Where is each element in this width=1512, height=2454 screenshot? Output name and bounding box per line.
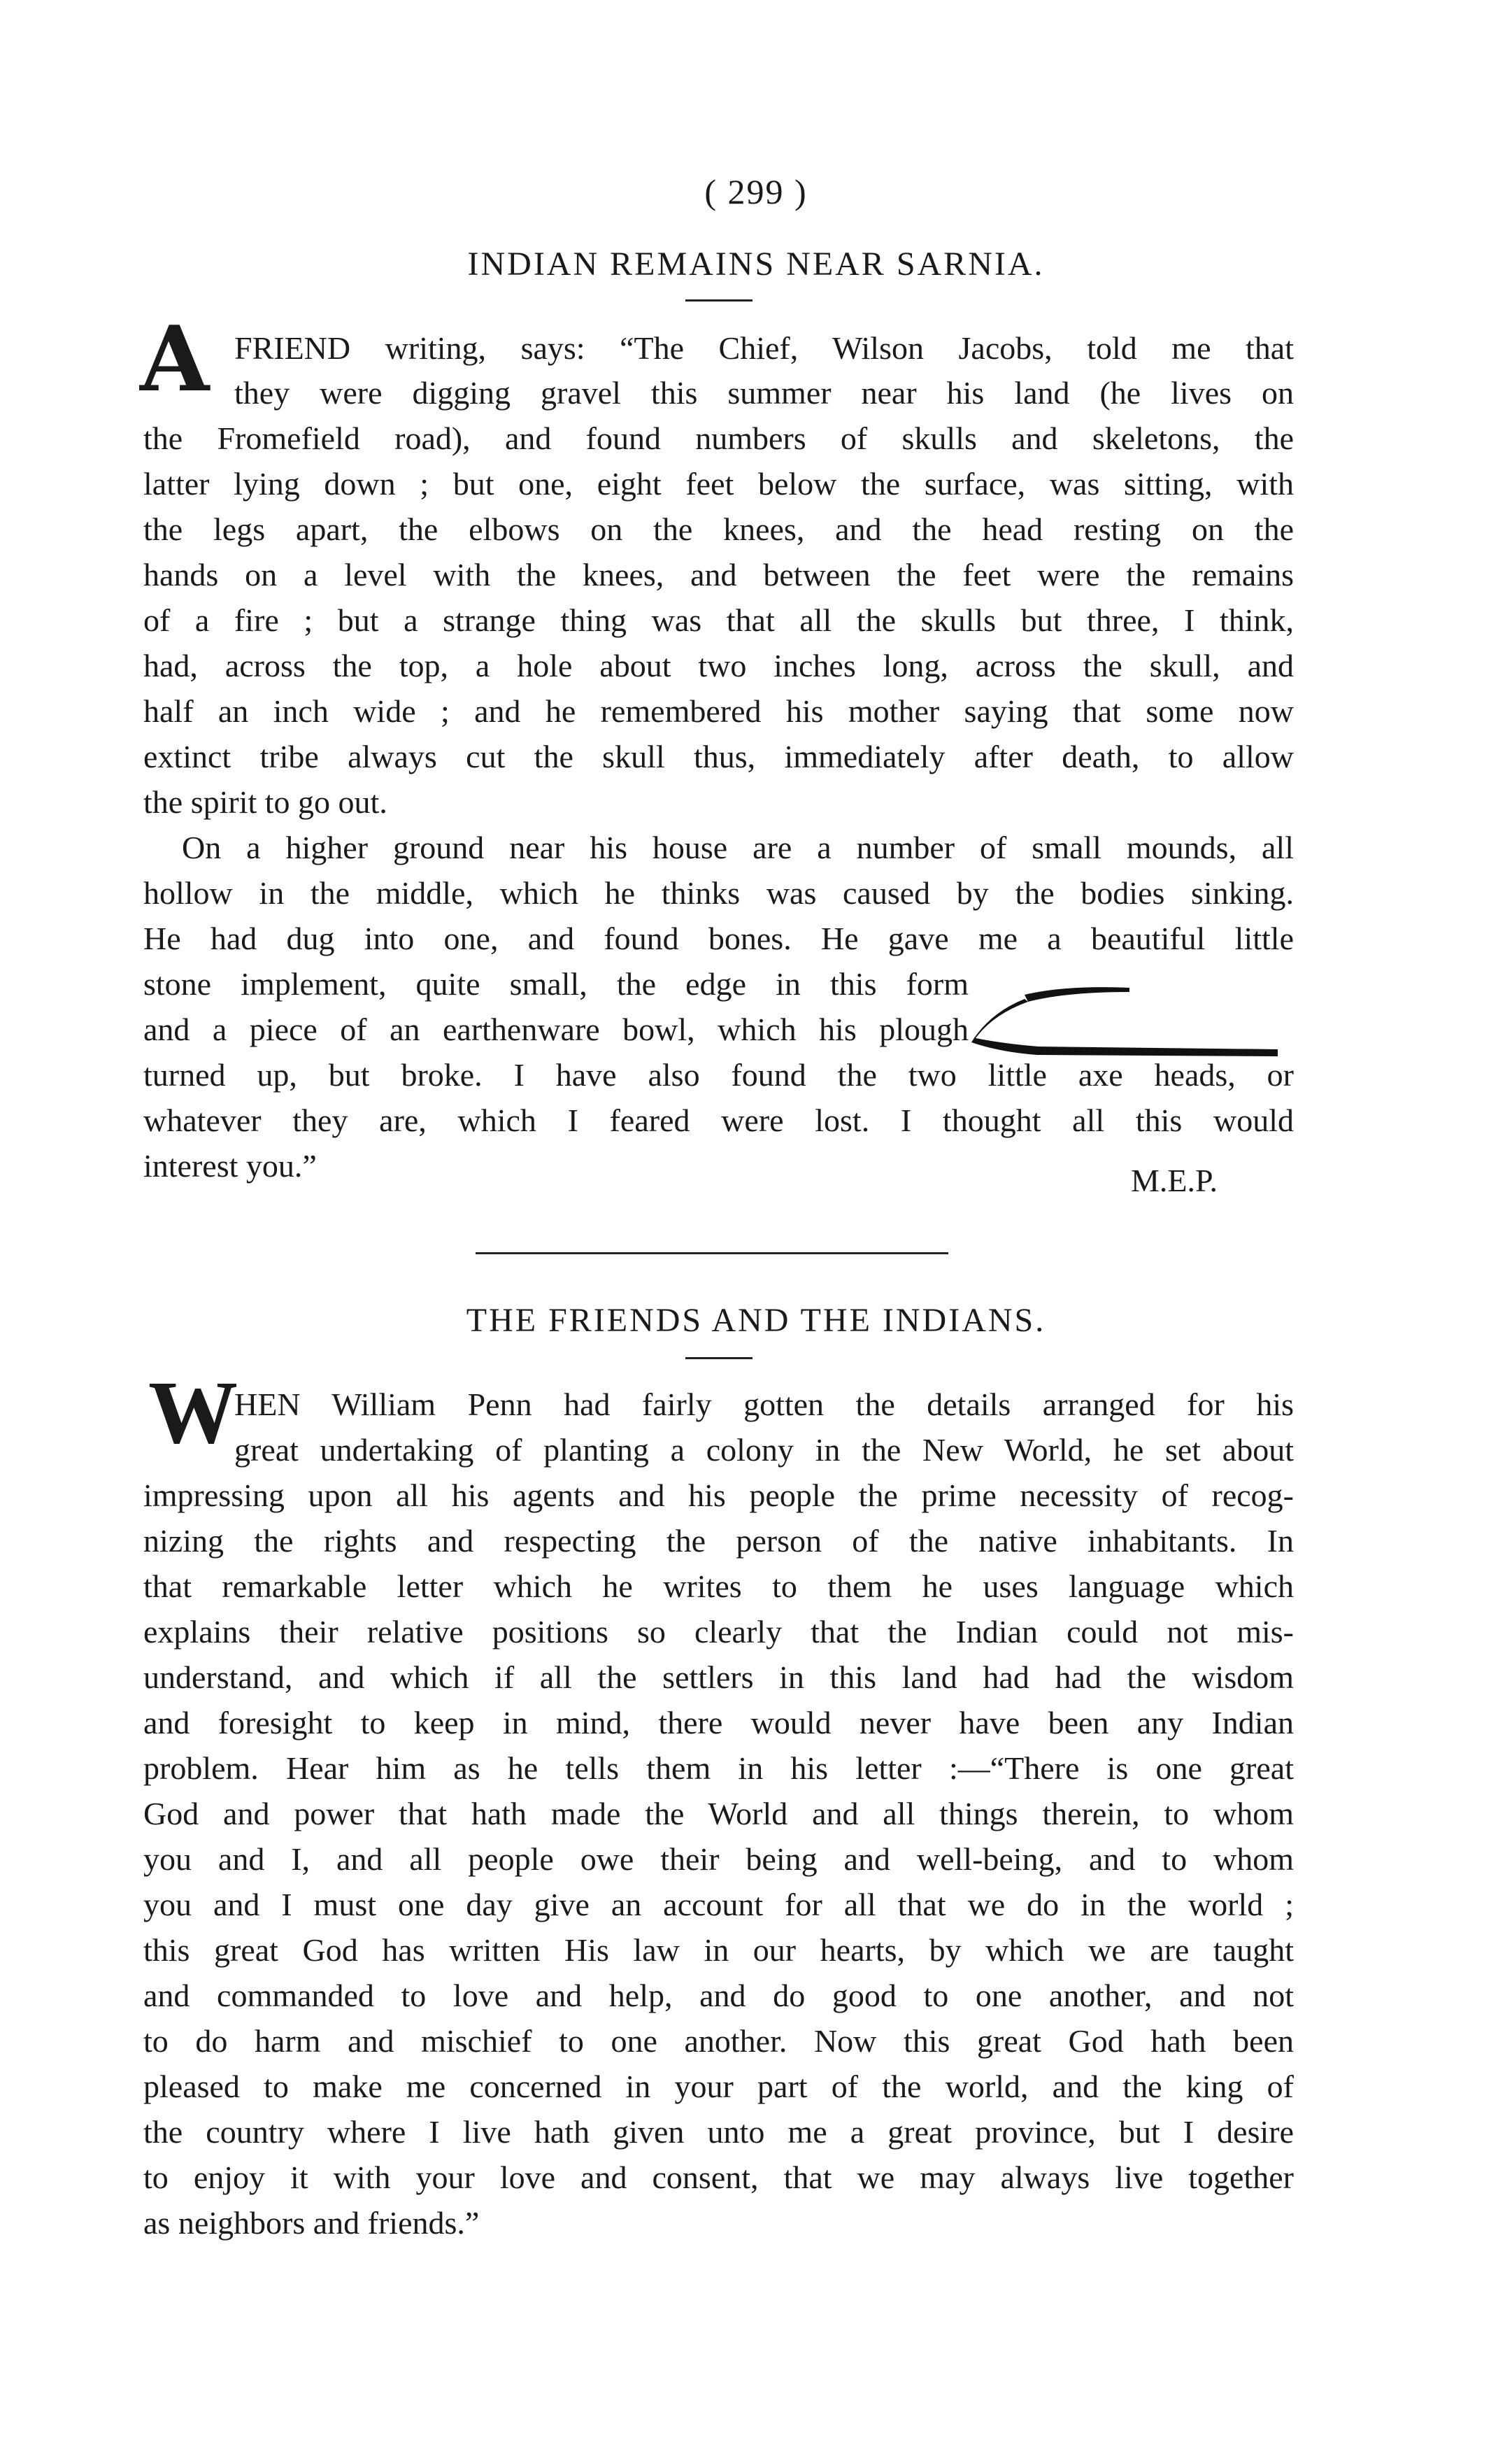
article2-line: as neighbors and friends.”: [143, 2205, 480, 2241]
article2-line: this great God has written His law in our hearts, by which we are taught: [143, 1932, 1294, 1968]
article1-line: latter lying down ; but one, eight feet below the surface, was sitting, with: [143, 466, 1294, 502]
article2-line: to enjoy it with your love and consent, that we may always live together: [143, 2159, 1294, 2195]
article1-line: and a piece of an earthenware bowl, which his plough: [143, 1012, 969, 1047]
article2-line: you and I must one day give an account for all that we do in the world ;: [143, 1887, 1294, 1922]
article2-line: understand, and which if all the settlers in this land had had the wisdom: [143, 1659, 1294, 1695]
article1-line: whatever they are, which I feared were lost. I thought all this would: [143, 1102, 1294, 1138]
article2-line: nizing the rights and respecting the person of the native inhabitants. In: [143, 1523, 1294, 1559]
article1-line: He had dug into one, and found bones. He gave me a beautiful little: [143, 921, 1294, 956]
article1-line: stone implement, quite small, the edge in this form: [143, 966, 969, 1002]
article1-line: extinct tribe always cut the skull thus, immediately after death, to allow: [143, 739, 1294, 774]
stone-implement-figure: [962, 979, 1283, 1077]
drop-cap: W: [148, 1363, 238, 1462]
article2-line: and foresight to keep in mind, there would never have been any Indian: [143, 1705, 1294, 1740]
article2-line: to do harm and mischief to one another. Now this great God hath been: [143, 2023, 1294, 2059]
drop-cap: A: [140, 307, 210, 412]
article2-line: explains their relative positions so clearly that the Indian could not mis-: [143, 1614, 1294, 1650]
article1-line: half an inch wide ; and he remembered his mother saying that some now: [143, 693, 1294, 729]
article2-line: and commanded to love and help, and do good to one another, and not: [143, 1978, 1294, 2013]
article1-line: the spirit to go out.: [143, 784, 387, 820]
article2-line: you and I, and all people owe their being and well-being, and to whom: [143, 1841, 1294, 1877]
article1-line: On a higher ground near his house are a number of small mounds, all: [182, 830, 1294, 865]
article1-line: FRIEND writing, says: “The Chief, Wilson Jacobs, told me that: [234, 330, 1294, 366]
page-number: ( 299 ): [704, 172, 808, 211]
article1-line: interest you.”: [143, 1148, 317, 1184]
article-title-friends-and-indians: THE FRIENDS AND THE INDIANS.: [466, 1302, 1046, 1339]
article2-line: problem. Hear him as he tells them in his letter :—“There is one great: [143, 1750, 1294, 1786]
article2-line: the country where I live hath given unto me a great province, but I desire: [143, 2114, 1294, 2150]
article1-line: the legs apart, the elbows on the knees, and the head resting on the: [143, 511, 1294, 547]
article1-line: had, across the top, a hole about two inches long, across the skull, and: [143, 648, 1294, 683]
article2-line: great undertaking of planting a colony in the New World, he set about: [234, 1432, 1294, 1468]
article2-line: pleased to make me concerned in your part of the world, and the king of: [143, 2069, 1294, 2104]
article1-line: hollow in the middle, which he thinks was caused by the bodies sinking.: [143, 875, 1294, 911]
article1-line: of a fire ; but a strange thing was that all the skulls but three, I think,: [143, 602, 1294, 638]
article1-line: hands on a level with the knees, and between the feet were the remains: [143, 557, 1294, 593]
title-rule: [685, 1357, 753, 1359]
implement-top-edge: [1025, 987, 1129, 1002]
section-divider: [476, 1252, 948, 1254]
implement-blade-edge: [971, 999, 1278, 1056]
article2-line: that remarkable letter which he writes to them he uses language which: [143, 1568, 1294, 1604]
title-rule: [685, 299, 753, 302]
article1-line: they were digging gravel this summer near his land (he lives on: [234, 375, 1294, 411]
article1-line: turned up, but broke. I have also found the two little axe heads, or: [143, 1057, 1294, 1093]
article2-line: HEN William Penn had fairly gotten the details arranged for his: [234, 1386, 1294, 1422]
article1-line: the Fromefield road), and found numbers of skulls and skeletons, the: [143, 420, 1294, 456]
article2-line: impressing upon all his agents and his people the prime necessity of recog-: [143, 1477, 1294, 1513]
article2-line: God and power that hath made the World and all things therein, to whom: [143, 1796, 1294, 1831]
article-title-indian-remains: INDIAN REMAINS NEAR SARNIA.: [467, 246, 1045, 283]
signature: M.E.P.: [1131, 1163, 1218, 1198]
